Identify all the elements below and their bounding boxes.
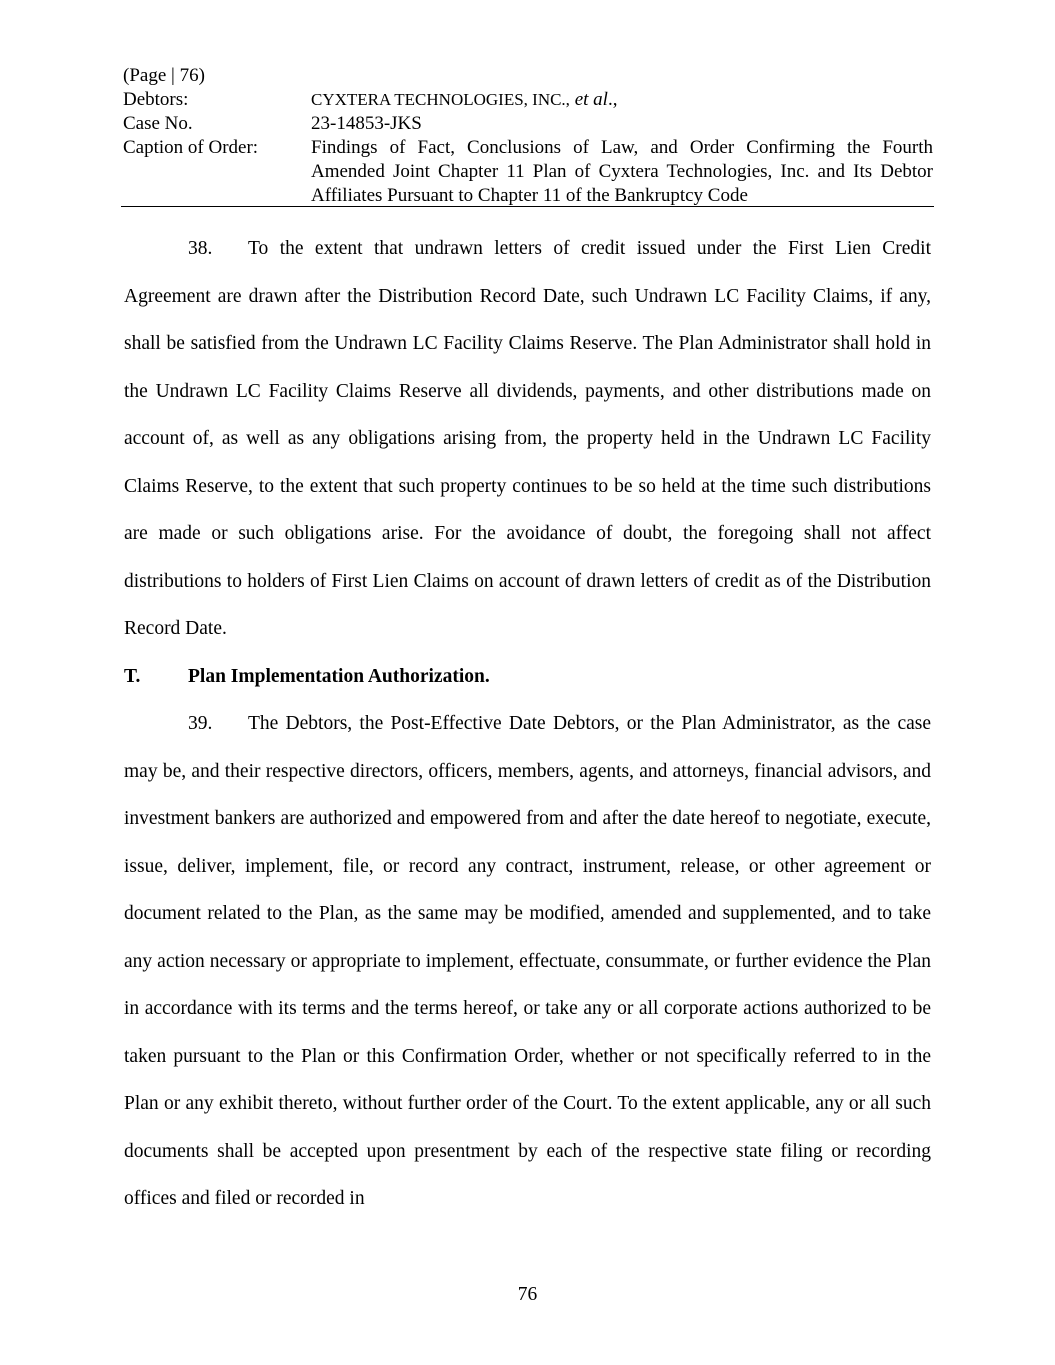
case-value: 23-14853-JKS [311, 113, 422, 134]
paragraph-39-text: The Debtors, the Post-Effective Date Debtors, or the Plan Administrator, as the case may be, and their respective directors, officers, members, agents, and attorneys, financial advisors, and investment bankers are authorized and empowered from and after the date hereof to negotiate, execute, issue, deliver, implement, file, or record any contract, instrument, release, or other agreement or document related to the Plan, as the same may be modified, amended and supplemented, and to take any action necessary or appropriate to implement, effectuate, consummate, or further evidence the Plan in accordance with its terms and the terms hereof, or take any or all corporate actions authorized to be taken pursuant to the Plan or this Confirmation Order, whether or not specifically referred to in the Plan or any exhibit thereto, without further order of the Court. To the extent applicable, any or all such documents shall be accepted upon presentment by each of the respective state filing or recording offices and filed or recorded in [124, 713, 931, 1209]
case-label: Case No. [123, 113, 193, 134]
header-divider [121, 206, 934, 207]
paragraph-38-number: 38. [188, 238, 213, 259]
paragraph-39 [124, 700, 931, 1223]
paragraph-38 [124, 225, 931, 653]
section-letter: T. [124, 665, 141, 687]
paragraph-38-text: To the extent that undrawn letters of credit issued under the First Lien Credit Agreement are drawn after the Distribution Record Date, such Undrawn LC Facility Claims, if any, shall be satisfied from the Undrawn LC Facility Claims Reserve. The Plan Administrator shall hold in the Undrawn LC Facility Claims Reserve all dividends, payments, and other distributions made on account of, as well as any obligations arising from, the property held in the Undrawn LC Facility Claims Reserve, to the extent that such property continues to be so held at the time such distributions are made or such obligations arise. For the avoidance of doubt, the foregoing shall not affect distributions to holders of First Lien Claims on account of drawn letters of credit as of the Distribution Record Date. [124, 238, 931, 639]
document-body [124, 225, 931, 1223]
debtors-name: CYXTERA TECHNOLOGIES, INC., [311, 90, 570, 109]
page-header [123, 64, 933, 208]
case-row [123, 112, 933, 136]
page-number: 76 [517, 1284, 538, 1305]
caption-value: Findings of Fact, Conclusions of Law, and Order Confirming the Fourth Amended Joint Chapter 11 Plan of Cyxtera Technologies, Inc. and Its Debtor Affiliates Pursuant to Chapter 11 of the Bankruptcy Code [311, 137, 933, 206]
debtors-label: Debtors: [123, 89, 189, 110]
caption-label: Caption of Order: [123, 137, 259, 158]
page-ref: (Page | 76) [123, 65, 205, 86]
debtors-tail: ., [607, 89, 618, 110]
debtors-et-al: et al [574, 89, 608, 110]
paragraph-39-number: 39. [188, 713, 213, 734]
debtors-value [311, 88, 933, 112]
section-heading-t [124, 653, 931, 701]
section-title: Plan Implementation Authorization. [188, 665, 490, 687]
debtors-row [123, 88, 933, 112]
caption-row [123, 136, 933, 208]
page-ref-row [123, 64, 933, 88]
